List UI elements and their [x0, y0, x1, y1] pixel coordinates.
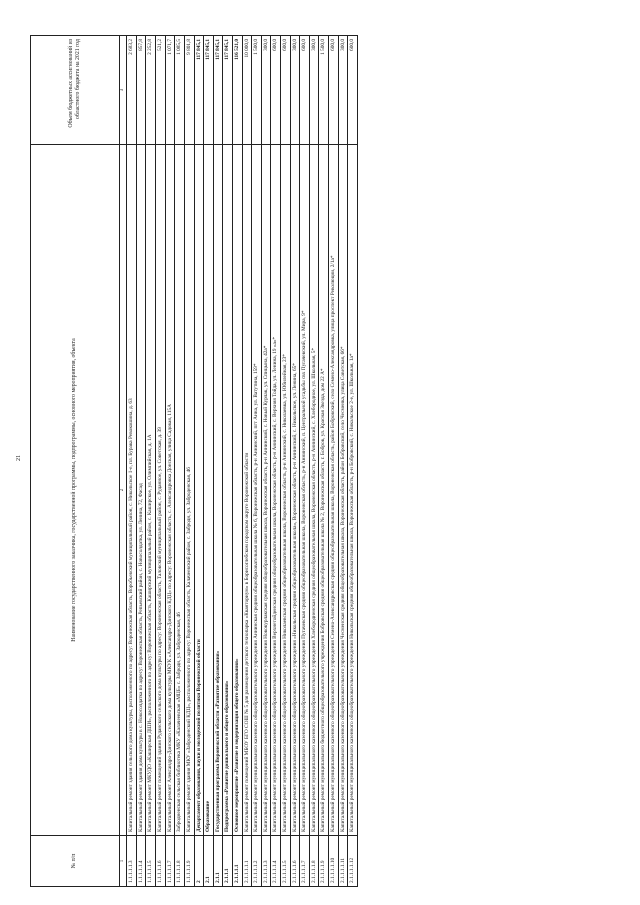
row-num: 2.1.1.1.1	[232, 836, 242, 887]
index-cell-2: 2	[120, 145, 127, 836]
table-row	[223, 36, 233, 887]
table-row	[194, 36, 204, 887]
row-name: Департамент образования, науки и молодежной политики Воронежской области	[194, 145, 204, 836]
table-row	[136, 36, 146, 887]
row-num: 2.1.1.1.1.10	[329, 836, 339, 887]
row-num: 1.1.1.1.1.4	[136, 836, 146, 887]
row-num: 2.1.1.1.1.11	[338, 836, 348, 887]
row-num: 2.1.1.1.1.5	[281, 836, 291, 887]
row-name: Капитальный ремонт здания МКУ «Заброденский КДЦ», расположенного по адресу: Воронежская область, Калачеевский район, с. Забродн, ул. Заброденская, 46	[184, 145, 194, 836]
row-name: Капитальный ремонт МКУДО «Каширская ДШИ», расположенного по адресу: Воронежская область, Каширский муниципальный район, с. Каширское, ул. Олимпийская, д. 1А	[146, 145, 156, 836]
row-num: 2.1.1.1.1.4	[271, 836, 281, 887]
row-name: Капитальный ремонт помещений здания Руданского сельского дома культуры по адресу: Воронежская область, Таловский муниципальный район, с. Руданное, ул. Советская, д. 39	[156, 145, 166, 836]
table-row	[156, 36, 166, 887]
row-num: 2.1.1.1.1.1	[242, 836, 252, 887]
index-cell-3: 3	[120, 36, 127, 145]
row-name: Капитальный ремонт муниципального казенного общеобразовательного учреждения Новокурлакская средняя общеобразовательная школа, Воронежская область, р-н Аннинский, с. Новый Курлак, ул. Спицына, 42а*	[261, 145, 271, 836]
row-value: 116 521,0	[232, 36, 242, 145]
row-num: 2.1.1.1.1.12	[348, 836, 358, 887]
header-value: Объем бюджетных ассигнований из областного бюджета на 2021 год	[31, 36, 120, 145]
row-value: 600,0	[271, 36, 281, 145]
row-name: Капитальный ремонт здания дома культуры в с. Новосолдатка по адресу: Воронежская область, Репьевский район, с. Новосолдатка, ул. Ленина, 72, Фасад	[136, 145, 146, 836]
row-num: 2.1.1.1.1.8	[309, 836, 319, 887]
row-value: 117 845,1	[223, 36, 233, 145]
table-row	[290, 36, 300, 887]
table-row	[127, 36, 137, 887]
row-name: Капитальный ремонт муниципального казенного общеобразовательного учреждения Аннинская средняя общеобразовательная школа № 6, Воронежская область, р-н Аннинский, пгт Анна, ул. Ватутина, 159*	[252, 145, 262, 836]
row-num: 1.1.1.1.1.8	[175, 836, 185, 887]
row-num: 1.1.1.1.1.7	[165, 836, 175, 887]
row-name: Капитальный ремонт муниципального казенного общеобразовательного учреждения Хлебородненская средняя общеобразовательная школа, Воронежская область, р-н Аннинский, с. Хлебородное, ул. Школьная, 5*	[309, 145, 319, 836]
row-name: Капитальный ремонт Александро-Донского сельского дома культуры МКУК «Александро-Донского КДЦ» по адресу: Воронежская область, с. Александровка Донская, улица Садовая, 115А	[165, 145, 175, 836]
row-name: Капитальный ремонт муниципального казенного общеобразовательного учреждения Семено-Александровская средняя общеобразовательная школа, Воронежская область, район Бобровский, село Семено-Александровка, улица проспект Революции, 2/1а*	[329, 145, 339, 836]
table-row	[213, 36, 223, 887]
row-name: Капитальный ремонт муниципального казенного общеобразовательного учреждения «Никольская средняя общеобразовательная школа», Воронежская область, р-н Аннинский, с. Никольское, ул. Ленина, 65*	[290, 145, 300, 836]
row-num: 1.1.1.1.1.9	[184, 836, 194, 887]
row-name: Капитальный ремонт муниципального казенного общеобразовательного учреждения Никольская средняя общеобразовательная школа, Воронежская область, р-н Бобровский, с. Никольское 2-е, ул. Школьная, 1а*	[348, 145, 358, 836]
header-name: Наименование государственного заказчика, государственной программы, подпрограммы, основного мероприятия, объекта	[31, 145, 120, 836]
row-value: 1 500,0	[319, 36, 329, 145]
table-row	[165, 36, 175, 887]
row-name: Капитальный ремонт здания сельского дома культуры, расположенного по адресу: Воронежская область, Воробьевский муниципальный район, с. Никольское 1-е, пл. Бурака Ревокошина, д. 63	[127, 145, 137, 836]
table-row	[261, 36, 271, 887]
table-row	[281, 36, 291, 887]
row-value: 117 845,1	[213, 36, 223, 145]
row-num: 1.1.1.1.1.6	[156, 836, 166, 887]
row-name: Капитальный ремонт муниципального казенного общеобразовательного учреждения Николаевская средняя общеобразовательная школа, Воронежская область, р-н Аннинский, с. Николаевка, ул. Юбилейная, 23*	[281, 145, 291, 836]
table-row	[338, 36, 348, 887]
table-row	[184, 36, 194, 887]
table-index-row	[120, 36, 127, 887]
row-value: 2 683,2	[127, 36, 137, 145]
table-row	[319, 36, 329, 887]
row-value: 600,0	[329, 36, 339, 145]
row-value: 521,2	[156, 36, 166, 145]
row-value: 2 252,8	[146, 36, 156, 145]
row-num: 2.1.1.1.1.7	[300, 836, 310, 887]
table-header-row	[31, 36, 120, 887]
row-value: 1 500,0	[252, 36, 262, 145]
row-name: Капитальный ремонт муниципального казенного общеобразовательного учреждения Чесменская средняя общеобразовательная школа, Воронежская область, район Бобровский, село Чесменка, улица Советская, 66*	[338, 145, 348, 836]
table-row	[242, 36, 252, 887]
row-name: Подпрограмма «Развитие дошкольного и общего образования»	[223, 145, 233, 836]
budget-table	[30, 35, 358, 887]
index-cell-1: 1	[120, 836, 127, 887]
row-value: 600,0	[348, 36, 358, 145]
table-row	[329, 36, 339, 887]
row-value: 9 801,8	[184, 36, 194, 145]
row-value: 1 085,5	[175, 36, 185, 145]
table-row	[271, 36, 281, 887]
table-row	[175, 36, 185, 887]
row-name: Основное мероприятие «Развитие и модернизация общего образования»	[232, 145, 242, 836]
table-row	[146, 36, 156, 887]
row-name: Капитальный ремонт помещений МБОУ БГО СОШ № 5 для размещения детского технопарка «Кванториум» в Борисоглебском городском округе Воронежской области	[242, 145, 252, 836]
row-name: Забродненская сельская библиотека МКУ «Калачеевская «МЦБ» с. Забродн, ул. Заброденская, 46	[175, 145, 185, 836]
row-num: 2.1.1	[213, 836, 223, 887]
row-name: Капитальный ремонт муниципального казенного общеобразовательного учреждения Пугачевская средняя общеобразовательная школа, Воронежская область, р-н Аннинский, п. Центральной усадьбы свх Пугачевский, ул. Мира, 9*	[300, 145, 310, 836]
page-number: 21	[16, 455, 22, 461]
table-row	[252, 36, 262, 887]
row-num: 1.1.1.1.1.5	[146, 836, 156, 887]
row-name: Капитальный ремонт муниципального казенного общеобразовательного учреждения Верхнетойденская средняя общеобразовательная школа, Воронежская область, р-н Аннинский, с. Верхняя Тойда, ул. Ленина, 19 «а»*	[271, 145, 281, 836]
table-row	[348, 36, 358, 887]
table-row	[232, 36, 242, 887]
row-value: 600,0	[281, 36, 291, 145]
row-name: Капитальный ремонт муниципального бюджетного общеобразовательного учреждения Бобровская средняя общеобразовательная школа № 2, Воронежская область, г. Бобров, ул. Красная Звезда, дом 22 А*	[319, 145, 329, 836]
row-num: 2.1	[204, 836, 214, 887]
row-name: Государственная программа Воронежской области «Развитие образования»	[213, 145, 223, 836]
row-value: 857,8	[136, 36, 146, 145]
row-num: 2.1.1.1.1.2	[252, 836, 262, 887]
row-value: 300,0	[338, 36, 348, 145]
row-num: 1.1.1.1.1.3	[127, 836, 137, 887]
row-value: 300,0	[309, 36, 319, 145]
table-row	[300, 36, 310, 887]
row-value: 10 000,0	[242, 36, 252, 145]
row-value: 300,0	[290, 36, 300, 145]
row-num: 2	[194, 836, 204, 887]
row-value: 117 845,1	[204, 36, 214, 145]
table-body	[127, 36, 358, 887]
row-value: 117 845,1	[194, 36, 204, 145]
table-row	[204, 36, 214, 887]
header-num: № п/п	[31, 836, 120, 887]
table-row	[309, 36, 319, 887]
row-num: 2.1.1.1.1.9	[319, 836, 329, 887]
row-name: Образование	[204, 145, 214, 836]
row-num: 2.1.1.1.1.3	[261, 836, 271, 887]
row-value: 300,0	[261, 36, 271, 145]
row-value: 600,0	[300, 36, 310, 145]
row-value: 1 071,7	[165, 36, 175, 145]
row-num: 2.1.1.1.1.6	[290, 836, 300, 887]
row-num: 2.1.1.1	[223, 836, 233, 887]
